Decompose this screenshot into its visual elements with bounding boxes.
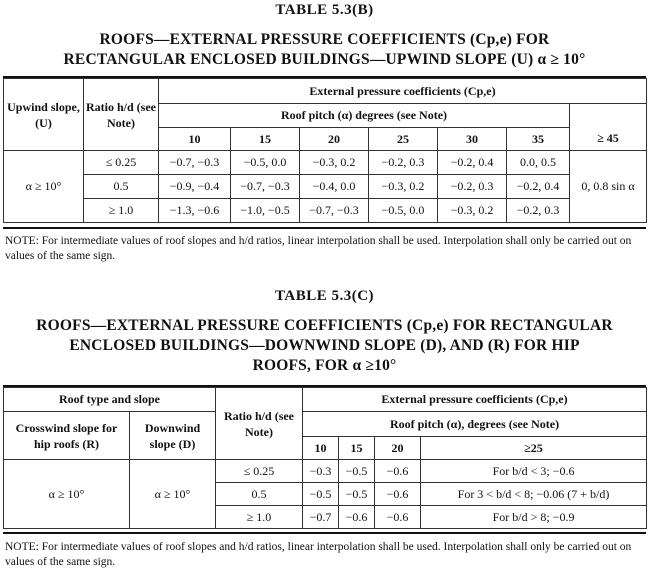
coefficient-cell: 0.0, 0.5 — [507, 151, 570, 175]
coefficient-cell: −0.3 — [303, 460, 339, 483]
pitch-col-25: 25 — [369, 128, 438, 151]
header-roof-pitch: Roof pitch (α) degrees (see Note) — [159, 104, 570, 128]
header-downwind-slope: Downwind slope (D) — [130, 412, 216, 460]
ge25-cell: For 3 < b/d < 8; −0.06 (7 + b/d) — [421, 483, 647, 506]
pitch-col-20: 20 — [375, 437, 421, 460]
table-c — [3, 387, 647, 529]
coefficient-cell: −0.3, 0.2 — [438, 199, 507, 223]
ratio-cell: 0.5 — [84, 175, 159, 199]
pitch-col-10: 10 — [159, 128, 231, 151]
table-c-label: TABLE 5.3(C) — [274, 288, 375, 304]
coefficient-cell: −1.0, −0.5 — [231, 199, 300, 223]
pitch-col-15: 15 — [231, 128, 300, 151]
coefficient-cell: −0.5, 0.0 — [369, 199, 438, 223]
table-b-title-line1: ROOFS—EXTERNAL PRESSURE COEFFICIENTS (Cp,e) FOR — [99, 31, 550, 48]
coefficient-cell: −0.7, −0.3 — [231, 175, 300, 199]
pitch-col-20: 20 — [300, 128, 369, 151]
coefficient-cell: −0.5, 0.0 — [231, 151, 300, 175]
header-spacer — [570, 104, 647, 128]
coefficient-cell: −0.9, −0.4 — [159, 175, 231, 199]
pitch-col-30: 30 — [438, 128, 507, 151]
header-ratio: Ratio h/d (see Note) — [84, 79, 159, 151]
coefficient-cell: −0.2, 0.4 — [507, 175, 570, 199]
header-upwind-slope: Upwind slope, (U) — [4, 79, 84, 151]
slope-value: α ≥ 10° — [4, 151, 84, 223]
table-b — [3, 78, 647, 223]
ratio-cell: ≤ 0.25 — [84, 151, 159, 175]
coefficient-cell: −0.5 — [339, 483, 375, 506]
table-c-title-line2: ENCLOSED BUILDINGS—DOWNWIND SLOPE (D), AND (R) FOR HIP — [69, 337, 580, 354]
table-c-note: NOTE: For intermediate values of roof slopes and h/d ratios, linear interpolation shall be used. Interpolation shall only be carried out on values of the same sign. — [5, 541, 632, 568]
coefficient-cell: −0.5 — [339, 460, 375, 483]
coefficient-cell: −0.6 — [375, 460, 421, 483]
header-roof-pitch: Roof pitch (α), degrees (see Note) — [303, 412, 647, 437]
coefficient-cell: −0.6 — [375, 506, 421, 529]
coefficient-cell: −0.3, 0.2 — [300, 151, 369, 175]
pitch-col-35: 35 — [507, 128, 570, 151]
coefficient-cell: −0.2, 0.4 — [438, 151, 507, 175]
crosswind-value: α ≥ 10° — [4, 460, 130, 529]
ge45-value: 0, 0.8 sin α — [570, 151, 647, 223]
coefficient-cell: −0.3, 0.2 — [369, 175, 438, 199]
table-b-label: TABLE 5.3(B) — [275, 2, 374, 18]
coefficient-cell: −0.7, −0.3 — [300, 199, 369, 223]
coefficient-cell: −0.2, 0.3 — [438, 175, 507, 199]
table-c-title-line3: ROOFS, FOR α ≥10° — [252, 357, 397, 374]
ratio-cell: ≥ 1.0 — [84, 199, 159, 223]
ge25-cell: For b/d < 3; −0.6 — [421, 460, 647, 483]
ratio-cell: 0.5 — [216, 483, 303, 506]
table-c-title-line1: ROOFS—EXTERNAL PRESSURE COEFFICIENTS (Cp,e) FOR RECTANGULAR — [36, 317, 613, 334]
ratio-cell: ≥ 1.0 — [216, 506, 303, 529]
ge25-cell: For b/d > 8; −0.9 — [421, 506, 647, 529]
ratio-cell: ≤ 0.25 — [216, 460, 303, 483]
table-b-title-line2: RECTANGULAR ENCLOSED BUILDINGS—UPWIND SLOPE (U) α ≥ 10° — [63, 51, 586, 68]
header-ratio: Ratio h/d (see Note) — [216, 388, 303, 460]
header-external-coefficients: External pressure coefficients (Cp,e) — [159, 79, 647, 104]
pitch-col-10: 10 — [303, 437, 339, 460]
coefficient-cell: −0.6 — [339, 506, 375, 529]
header-roof-type: Roof type and slope — [4, 388, 216, 412]
coefficient-cell: −0.5 — [303, 483, 339, 506]
pitch-col-45: ≥ 45 — [570, 128, 647, 151]
coefficient-cell: −0.7 — [303, 506, 339, 529]
coefficient-cell: −0.2, 0.3 — [507, 199, 570, 223]
pitch-col-15: 15 — [339, 437, 375, 460]
coefficient-cell: −0.4, 0.0 — [300, 175, 369, 199]
pitch-col-25: ≥25 — [421, 437, 647, 460]
header-crosswind-slope: Crosswind slope for hip roofs (R) — [4, 412, 130, 460]
table-b-bottom-rule — [3, 227, 646, 229]
coefficient-cell: −0.7, −0.3 — [159, 151, 231, 175]
table-b-note: NOTE: For intermediate values of roof slopes and h/d ratios, linear interpolation shall be used. Interpolation shall only be carried out on values of the same sign. — [5, 235, 632, 262]
header-external-coefficients: External pressure coefficients (Cp,e) — [303, 388, 647, 412]
downwind-value: α ≥ 10° — [130, 460, 216, 529]
coefficient-cell: −0.2, 0.3 — [369, 151, 438, 175]
table-c-bottom-rule — [3, 532, 646, 534]
coefficient-cell: −1.3, −0.6 — [159, 199, 231, 223]
coefficient-cell: −0.6 — [375, 483, 421, 506]
